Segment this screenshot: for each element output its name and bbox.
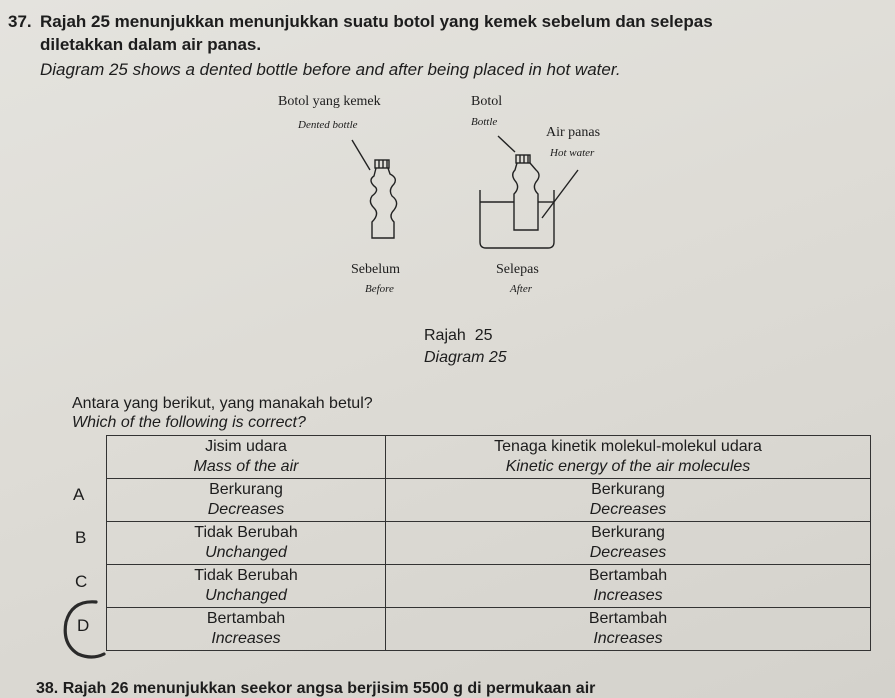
option-d-kinetic	[386, 608, 871, 651]
label-hot-water-ms: Air panas	[546, 125, 601, 140]
answer-circle-mark	[58, 596, 110, 662]
label-dented-bottle-en: Dented bottle	[298, 119, 358, 131]
label-after-en: After	[510, 283, 532, 295]
option-a-mass-en: Decreases	[207, 501, 285, 518]
option-b-mass-en: Unchanged	[205, 544, 287, 561]
option-b-kinetic-ms: Berkurang	[591, 524, 665, 541]
header-mass-ms: Jisim udara	[205, 438, 287, 455]
header-mass	[107, 436, 386, 479]
header-kinetic	[386, 436, 871, 479]
next-question-text: 38. Rajah 26 menunjukkan seekor angsa berjisim 5500 g di permukaan air	[36, 680, 596, 697]
option-c-kinetic	[386, 565, 871, 608]
prompt-en: Which of the following is correct?	[72, 414, 306, 431]
option-d-kinetic-en: Increases	[593, 630, 663, 647]
label-after-ms: Selepas	[496, 262, 539, 277]
option-letter-a[interactable]: A	[73, 485, 85, 504]
beaker	[480, 190, 554, 248]
option-d-mass	[107, 608, 386, 651]
header-kinetic-ms: Tenaga kinetik molekul-molekul udara	[494, 438, 762, 455]
hot-water-pointer	[542, 170, 578, 218]
prompt-ms: Antara yang berikut, yang manakah betul?	[72, 395, 373, 412]
option-d-mass-en: Increases	[211, 630, 281, 647]
option-c-kinetic-ms: Bertambah	[588, 567, 668, 584]
label-before-en: Before	[365, 283, 394, 295]
table-row[interactable]	[107, 608, 871, 651]
label-bottle-ms: Botol	[471, 94, 503, 109]
option-b-kinetic	[386, 522, 871, 565]
option-b-mass	[107, 522, 386, 565]
bottle-pointer	[498, 136, 515, 152]
option-letter-c[interactable]: C	[75, 572, 88, 591]
label-before-ms: Sebelum	[351, 262, 400, 277]
option-b-mass-ms: Tidak Berubah	[194, 524, 298, 541]
option-a-kinetic	[386, 479, 871, 522]
table-row[interactable]	[107, 522, 871, 565]
option-a-mass-ms: Berkurang	[209, 481, 283, 498]
header-mass-en: Mass of the air	[193, 458, 299, 475]
question-number: 37.	[8, 12, 32, 31]
bottle-body	[513, 163, 539, 230]
option-c-kinetic-en: Increases	[593, 587, 663, 604]
answer-table	[106, 435, 871, 651]
option-c-mass-en: Unchanged	[205, 587, 287, 604]
diagram-caption-en: Diagram 25	[424, 349, 507, 366]
option-c-mass	[107, 565, 386, 608]
diagram-caption-ms: Rajah 25	[424, 327, 493, 344]
option-d-mass-ms: Bertambah	[206, 610, 286, 627]
question-line-english: Diagram 25 shows a dented bottle before and after being placed in hot water.	[40, 60, 621, 79]
question-line-1: Rajah 25 menunjukkan menunjukkan suatu botol yang kemek sebelum dan selepas	[40, 12, 713, 31]
option-a-kinetic-en: Decreases	[589, 501, 667, 518]
question-line-2: diletakkan dalam air panas.	[40, 35, 262, 54]
bottle-diagram	[330, 130, 620, 260]
option-a-mass	[107, 479, 386, 522]
table-row[interactable]	[107, 479, 871, 522]
option-letter-d[interactable]: D	[77, 616, 90, 635]
option-b-kinetic-en: Decreases	[589, 544, 667, 561]
dented-bottle-body	[370, 168, 396, 238]
dented-bottle-pointer	[352, 140, 370, 170]
label-hot-water-en: Hot water	[550, 147, 595, 159]
header-kinetic-en: Kinetic energy of the air molecules	[505, 458, 751, 475]
option-d-kinetic-ms: Bertambah	[588, 610, 668, 627]
option-c-mass-ms: Tidak Berubah	[194, 567, 298, 584]
table-header-row	[107, 436, 871, 479]
option-letter-b[interactable]: B	[75, 528, 87, 547]
label-dented-bottle-ms: Botol yang kemek	[278, 94, 381, 109]
label-bottle-en: Bottle	[471, 116, 498, 128]
table-row[interactable]	[107, 565, 871, 608]
option-a-kinetic-ms: Berkurang	[591, 481, 665, 498]
